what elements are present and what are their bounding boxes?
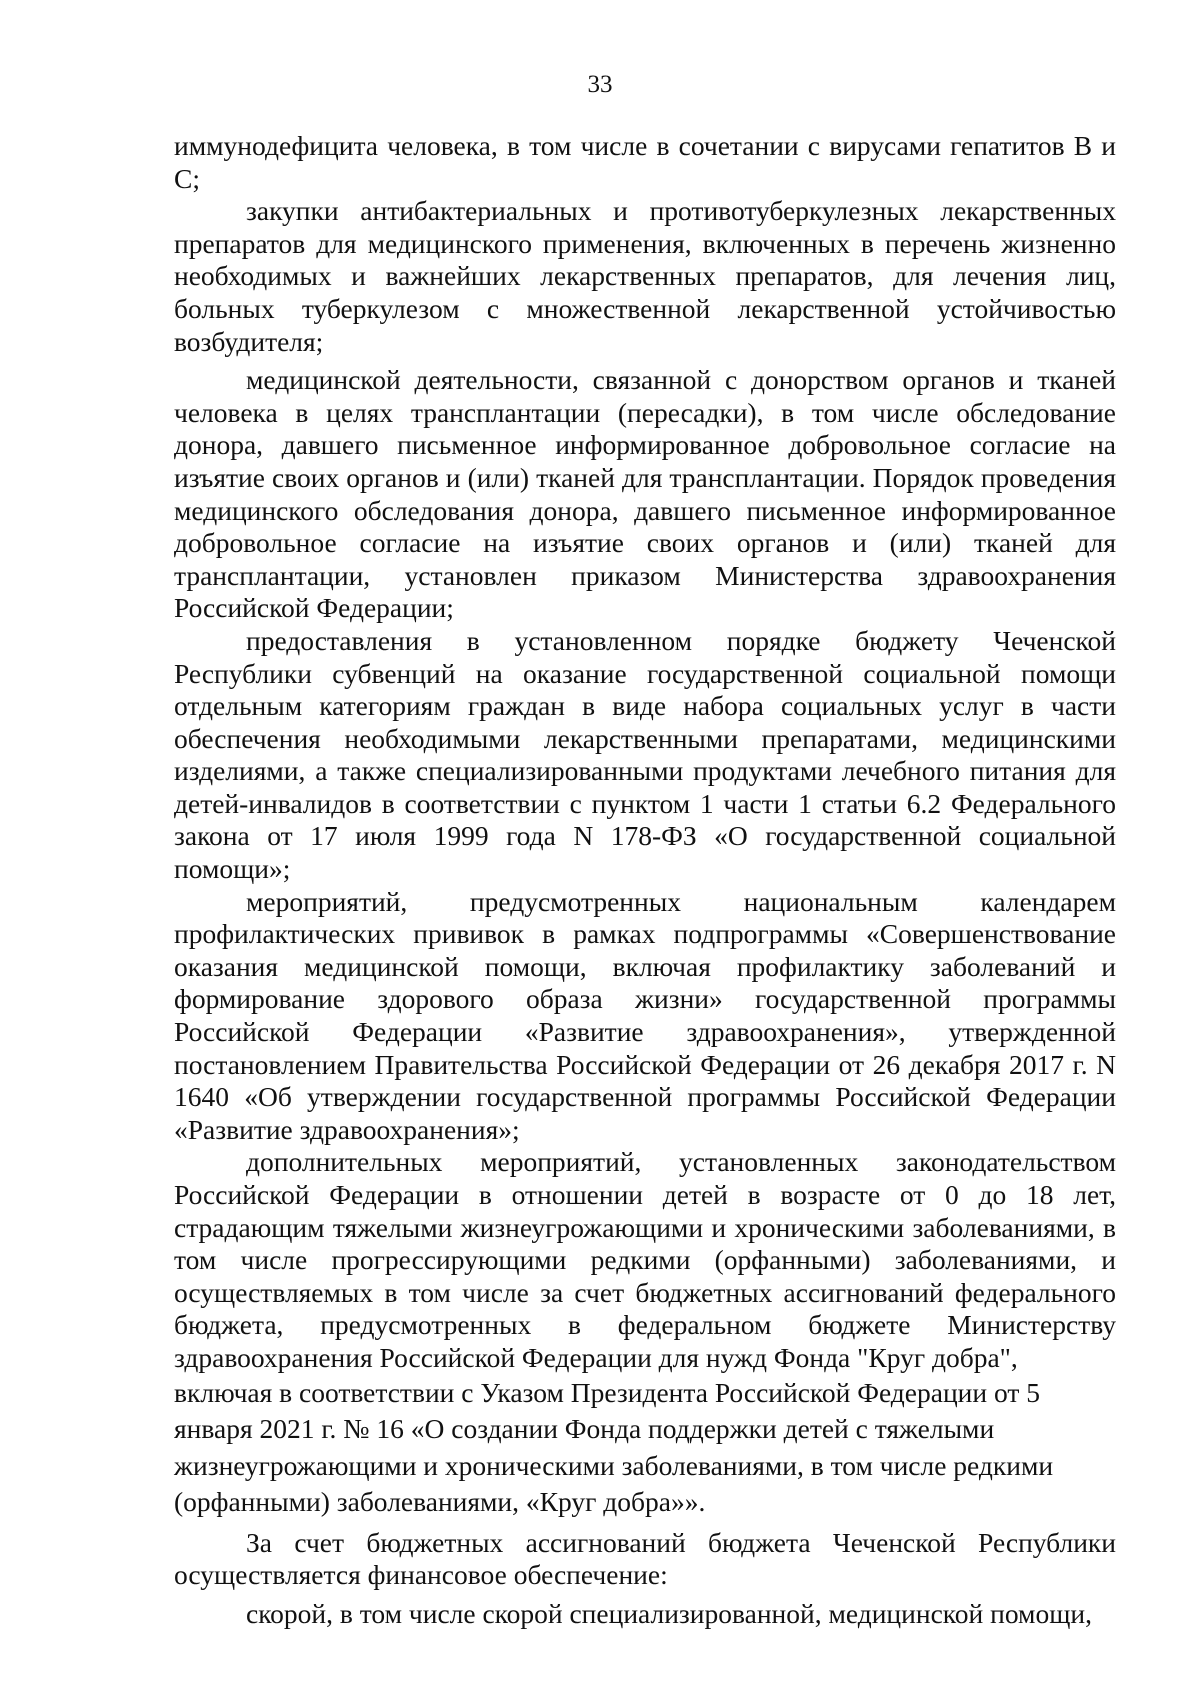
paragraph-regional-budget: За счет бюджетных ассигнований бюджета Чеченской Республики осуществляется финансовое обеспечение: xyxy=(174,1526,1116,1591)
paragraph-social-assistance: предоставления в установленном порядке бюджету Чеченской Республики субвенций на оказание государственной социальной помощи отдельным категориям граждан в виде набора социальных услуг в части обеспечения необходимыми лекарственными препаратами, медицинскими изделиями, а также специализированными продуктами лечебного питания для детей-инвалидов в соответствии с пунктом 1 части 1 статьи 6.2 Федерального закона от 17 июля 1999 года N 178-ФЗ «О государственной социальной помощи»; xyxy=(174,624,1116,885)
paragraph-organ-donation: медицинской деятельности, связанной с донорством органов и тканей человека в целях трансплантации (пересадки), в том числе обследование донора, давшего письменное информированное добровольное согласие на изъятие своих органов и (или) тканей для трансплантации. Порядок проведения медицинского обследования донора, давшего письменное информированное добровольное согласие на изъятие своих органов и (или) тканей для трансплантации, установлен приказом Министерства здравоохранения Российской Федерации; xyxy=(174,364,1116,624)
page-number: 33 xyxy=(587,71,613,98)
paragraph-krug-dobra-decree: включая в соответствии с Указом Президента Российской Федерации от 5 января 2021 г. № 16 «О создании Фонда поддержки детей с тяжелыми жизнеугрожающими и хроническими заболеваниями, в том числе редкими (орфанными) заболеваниями, «Круг добра»». xyxy=(174,1376,1054,1518)
paragraph-hiv-continuation: иммунодефицита человека, в том числе в сочетании с вирусами гепатитов В и С; xyxy=(174,130,1116,194)
paragraph-emergency-care: скорой, в том числе скорой специализированной, медицинской помощи, xyxy=(246,1597,1092,1629)
paragraph-children-rare-diseases: дополнительных мероприятий, установленных законодательством Российской Федерации в отношении детей в возрасте от 0 до 18 лет, страдающим тяжелыми жизнеугрожающими и хроническими заболеваниями, в том числе прогрессирующими редкими (орфанными) заболеваниями, и осуществляемых в том числе за счет бюджетных ассигнований федерального бюджета, предусмотренных в федеральном бюджете Министерству здравоохранения Российской Федерации для нужд Фонда "Круг добра", xyxy=(174,1146,1116,1373)
paragraph-vaccination-calendar: мероприятий, предусмотренных национальным календарем профилактических прививок в рамках подпрограммы «Совершенствование оказания медицинской помощи, включая профилактику заболеваний и формирование здорового образа жизни» государственной программы Российской Федерации «Развитие здравоохранения», утвержденной постановлением Правительства Российской Федерации от 26 декабря 2017 г. N 1640 «Об утверждении государственной программы Российской Федерации «Развитие здравоохранения»; xyxy=(174,885,1116,1145)
paragraph-tuberculosis-drugs: закупки антибактериальных и противотуберкулезных лекарственных препаратов для медицинского применения, включенных в перечень жизненно необходимых и важнейших лекарственных препаратов, для лечения лиц, больных туберкулезом с множественной лекарственной устойчивостью возбудителя; xyxy=(174,195,1116,357)
document-body xyxy=(174,130,1116,1630)
